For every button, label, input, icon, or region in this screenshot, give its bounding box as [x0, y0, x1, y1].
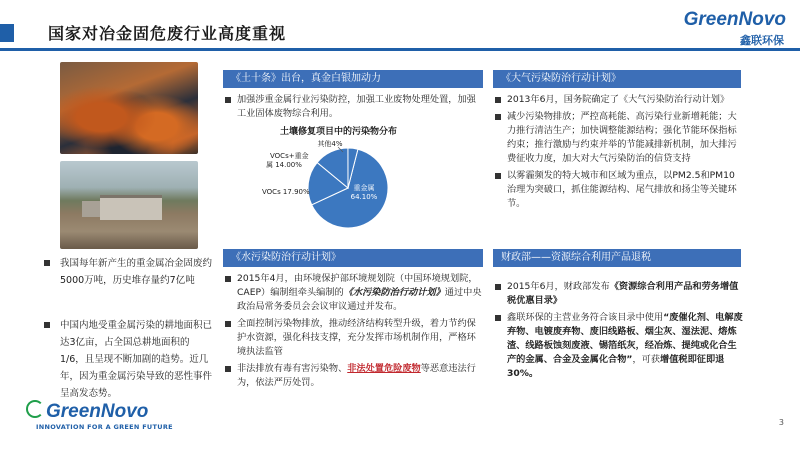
bullet-icon [44, 260, 50, 266]
pie-label-vocs: VOCs 17.90% [262, 188, 310, 196]
footer-logo: GreenNovo [26, 400, 148, 423]
header [0, 0, 800, 46]
smelter-waste-photo [60, 161, 198, 249]
pie-label-other: 其他4% [317, 140, 343, 148]
panel-soil-heading: 《土十条》出台，真金白银加动力 [223, 70, 483, 88]
panel-water-heading: 《水污染防治行动计划》 [223, 249, 483, 267]
panel-air-body [493, 93, 743, 214]
title-accent-bar [0, 24, 14, 42]
brand-logo-cn: 鑫联环保 [740, 34, 784, 47]
bullet-icon [225, 366, 231, 372]
panel-finance-body [493, 280, 743, 384]
bullet-icon [225, 276, 231, 282]
list-item: 2013年6月，国务院确定了《大气污染防治行动计划》 [493, 93, 743, 107]
left-bullet-2: 中国内地受重金属污染的耕地面积已达3亿亩，占全国总耕地面积的1/6，且呈现不断加剧的趋势。近几年，因为重金属污染导致的恶性事件呈高发态势。 [44, 317, 212, 402]
bullet-icon [495, 114, 501, 120]
bullet-icon [225, 321, 231, 327]
bullet-icon [225, 97, 231, 103]
header-divider [0, 48, 800, 51]
list-item: 2015年4月，由环境保护部环境规划院（中国环境规划院，CAEP）编制组牵头编制的《水污染防治行动计划》通过中央政治局常务委员会会议审议通过并发布。 [223, 272, 485, 314]
brand-logo-en: GreenNovo [683, 9, 786, 30]
page-title: 国家对冶金固危废行业高度重视 [48, 24, 287, 43]
list-item: 加强涉重金属行业污染防控，加强工业废物处理处置，加强工业固体废物综合利用。 [223, 93, 485, 121]
bullet-icon [44, 322, 50, 328]
pie-label-heavy-pct: 64.10% [350, 193, 378, 201]
list-item: 减少污染物排放；严控高耗能、高污染行业新增耗能；大力推行清洁生产；加快调整能源结构；强化节能环保指标约束；推行激励与约束并举的节能减排新机制，加大排污费征收力度，加大对大气污染防治的信贷支持 [493, 110, 743, 166]
list-item: 非法排放有毒有害污染物、非法处置危险废物等恶意违法行为，依法严厉处罚。 [223, 362, 485, 390]
list-item: 2015年6月，财政部发布《资源综合利用产品和劳务增值税优惠目录》 [493, 280, 743, 308]
panel-air-heading: 《大气污染防治行动计划》 [493, 70, 741, 88]
list-item: 全面控制污染物排放，推动经济结构转型升级，着力节约保护水资源，强化科技支撑，充分发挥市场机制作用，严格环境执法监管 [223, 317, 485, 359]
bullet-icon [495, 173, 501, 179]
pie-label-mix-1: VOCs+重金 [270, 152, 309, 160]
polluted-land-photo [60, 62, 198, 154]
footer-slogan: INNOVATION FOR A GREEN FUTURE [36, 423, 173, 431]
list-item: 鑫联环保的主营业务符合该目录中使用“废催化剂、电解废弃物、电镀废弃物、废旧线路板、烟尘灰、湿法泥、熔炼渣、线路板蚀刻废液、锡箔纸灰，经冶炼、提纯或化合生产的金属、合金及金属化合物”，可获增值税即征即退30%。 [493, 311, 743, 381]
pie-chart-title: 土壤修复项目中的污染物分布 [280, 127, 398, 137]
page-number: 3 [778, 418, 784, 427]
bullet-icon [495, 315, 501, 321]
logo-swirl-icon [26, 400, 44, 418]
bullet-icon [495, 284, 501, 290]
left-bullet-1: 我国每年新产生的重金属冶金固废约5000万吨，历史堆存量约7亿吨 [44, 255, 212, 289]
bullet-icon [495, 97, 501, 103]
panel-soil-body [223, 93, 485, 124]
panel-finance-heading: 财政部——资源综合利用产品退税 [493, 249, 741, 267]
panel-water-body [223, 272, 485, 393]
pie-label-heavy: 重金属 [353, 184, 375, 192]
pollutant-pie-chart [236, 136, 396, 242]
pie-label-mix-2: 属 14.00% [266, 161, 302, 169]
list-item: 以雾霾频发的特大城市和区域为重点，以PM2.5和PM10治理为突破口，抓住能源结构、尾气排放和扬尘等关键环节。 [493, 169, 743, 211]
